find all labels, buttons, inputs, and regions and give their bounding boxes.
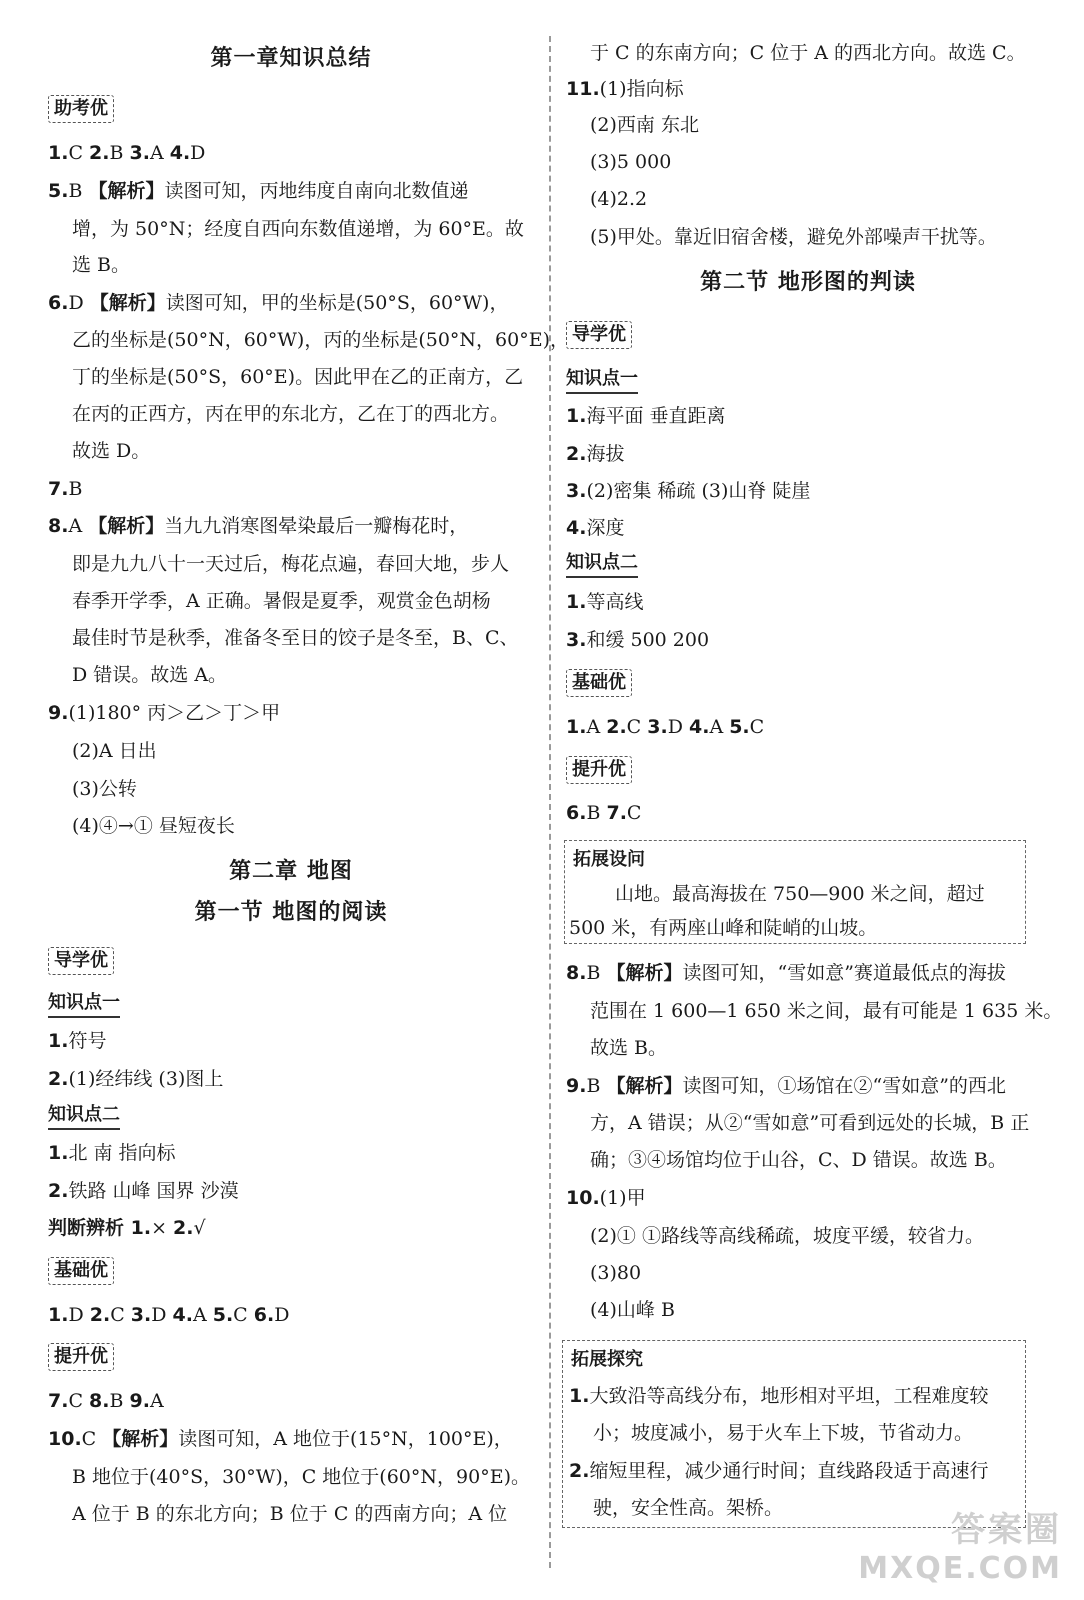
k2-item1: 1.北 南 指向标 [48,1142,176,1164]
k1-item2: 2.(1)经纬线 (3)图上 [48,1068,224,1090]
k1-item3: 3.(2)密集 稀疏 (3)山脊 陡崖 [566,480,811,502]
q9-line4: (4)④→① 昼短夜长 [72,815,235,837]
q8-line2: 即是九九八十一天过后，梅花点遍，春回大地，步人 [72,553,510,575]
q8-line5: D 错误。故选 A。 [72,664,228,686]
analysis-label: 【解析】 [102,1428,179,1450]
extension-question-line2: 500 米，有两座山峰和陡峭的山坡。 [569,917,878,939]
chapter1-summary-title: 第一章知识总结 [210,46,372,71]
q8-line3: 故选 B。 [590,1037,668,1059]
extension-exploration-box [562,1340,1026,1528]
q10-line1: 10.C 【解析】读图可知，A 地位于(15°N，100°E)， [48,1428,513,1450]
q5-line1: 5.B 【解析】读图可知，丙地纬度自南向北数值递 [48,180,469,202]
tag-daoxueyou: 导学优 [48,947,114,975]
advanced-answers-row: 6.B 7.C [566,802,642,824]
q6-line4: 在丙的正西方，丙在甲的东北方，乙在丁的西北方。 [72,403,510,425]
k2-item1: 1.等高线 [566,591,644,613]
tag-zhukaoyou: 助考优 [48,95,114,123]
k1-item1: 1.符号 [48,1030,107,1052]
q9-line3: (3)公转 [72,778,137,800]
k2-item3: 3.和缓 500 200 [566,629,710,651]
q5-line2: 增，为 50°N；经度自西向东数值递增，为 60°E。故 [72,218,524,240]
k2-item2: 2.铁路 山峰 国界 沙漠 [48,1180,239,1202]
tag-jichuyou: 基础优 [566,669,632,697]
section2-title: 第二节 地形图的判读 [700,270,916,295]
analysis-label: 【解析】 [606,1075,683,1097]
analysis-label: 【解析】 [88,515,165,537]
knowledge-point-2: 知识点二 [48,1102,120,1130]
tag-tishengyou: 提升优 [48,1343,114,1371]
extension-question-box [564,840,1026,944]
advanced-answers-row: 7.C 8.B 9.A [48,1390,164,1412]
analysis-label: 【解析】 [89,292,166,314]
tag-jichuyou: 基础优 [48,1257,114,1285]
q11-line1: 11.(1)指向标 [566,78,684,100]
q9-line1: 9.B 【解析】读图可知，①场馆在②“雪如意”的西北 [566,1075,1006,1097]
q9-line2: (2)A 日出 [72,740,157,762]
q10-line2: (2)① ①路线等高线稀疏，坡度平缓，较省力。 [590,1225,984,1247]
tag-daoxueyou: 导学优 [566,321,632,349]
q10-line4: (4)山峰 B [590,1299,675,1321]
watermark [858,1502,1062,1586]
q5-line3: 选 B。 [72,254,131,276]
k1-item4: 4.深度 [566,517,625,539]
q9-line3: 确；③④场馆均位于山谷，C、D 错误。故选 B。 [590,1149,1007,1171]
exploration-line2: 小；坡度减小，易于火车上下坡，节省动力。 [593,1422,974,1444]
judge-analysis-row: 判断辨析 1.× 2.√ [48,1217,206,1239]
knowledge-point-1: 知识点一 [48,990,120,1018]
column-divider [549,36,551,1568]
q9-line2: 方，A 错误；从②“雪如意”可看到远处的长城，B 正 [590,1112,1030,1134]
q6-line3: 丁的坐标是(50°S，60°E)。因此甲在乙的正南方，乙 [72,366,524,388]
q8-line1: 8.A 【解析】当九九消寒图晕染最后一瓣梅花时， [48,515,469,537]
q9-line1: 9.(1)180° 丙＞乙＞丁＞甲 [48,702,281,724]
extension-question-title: 拓展设问 [573,849,645,870]
answer-row-1-4: 1.C 2.B 3.A 4.D [48,142,206,164]
q11-line2: (2)西南 东北 [590,114,699,136]
q6-line1: 6.D 【解析】读图可知，甲的坐标是(50°S，60°W)， [48,292,509,314]
q11-line5: (5)甲处。靠近旧宿舍楼，避免外部噪声干扰等。 [590,226,997,248]
analysis-label: 【解析】 [88,180,165,202]
watermark-line1: 答案圈 [951,1510,1062,1550]
q8-line3: 春季开学季，A 正确。暑假是夏季，观赏金色胡杨 [72,590,491,612]
extension-question-line1: 山地。最高海拔在 750—900 米之间，超过 [615,883,985,905]
knowledge-point-2: 知识点二 [566,550,638,578]
tag-tishengyou: 提升优 [566,756,632,784]
basic-answers-row: 1.D 2.C 3.D 4.A 5.C 6.D [48,1304,290,1326]
section1-title: 第一节 地图的阅读 [194,900,388,925]
q8-line4: 最佳时节是秋季，准备冬至日的饺子是冬至，B、C、 [72,627,519,649]
knowledge-point-1: 知识点一 [566,366,638,394]
q7: 7.B [48,478,83,500]
analysis-label: 【解析】 [606,962,683,984]
q8-line1: 8.B 【解析】读图可知，“雪如意”赛道最低点的海拔 [566,962,1006,984]
q10-line3: (3)80 [590,1262,642,1284]
watermark-line2: MXQE.COM [858,1551,1062,1586]
exploration-line3: 2.缩短里程，减少通行时间；直线路段适于高速行 [569,1460,989,1482]
exploration-line1: 1.大致沿等高线分布，地形相对平坦，工程难度较 [569,1385,989,1407]
exploration-line4: 驶，安全性高。架桥。 [593,1497,784,1519]
q10-continued: 于 C 的东南方向；C 位于 A 的西北方向。故选 C。 [590,42,1026,64]
extension-exploration-title: 拓展探究 [571,1349,643,1370]
q10-line1: 10.(1)甲 [566,1187,646,1209]
chapter2-title: 第二章 地图 [229,859,353,884]
k1-item1: 1.海平面 垂直距离 [566,405,726,427]
q6-line2: 乙的坐标是(50°N，60°W)，丙的坐标是(50°N，60°E)， [72,329,570,351]
q6-line5: 故选 D。 [72,440,151,462]
q11-line3: (3)5 000 [590,151,672,173]
q11-line4: (4)2.2 [590,188,648,210]
basic-answers-row: 1.A 2.C 3.D 4.A 5.C [566,716,765,738]
k1-item2: 2.海拔 [566,443,625,465]
q10-line2: B 地位于(40°S，30°W)，C 地位于(60°N，90°E)。 [72,1466,530,1488]
q10-line3: A 位于 B 的东北方向；B 位于 C 的西南方向；A 位 [72,1503,508,1525]
q8-line2: 范围在 1 600—1 650 米之间，最有可能是 1 635 米。 [590,1000,1063,1022]
